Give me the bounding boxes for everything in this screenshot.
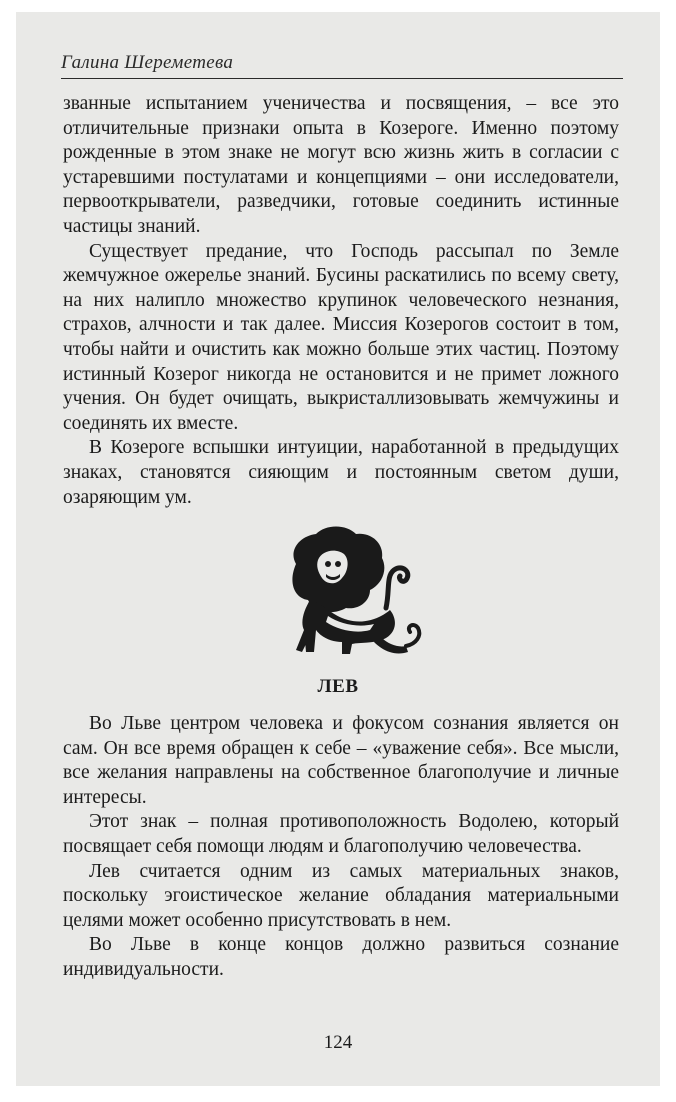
page-number: 124: [323, 1032, 353, 1053]
leo-sign-image: [266, 520, 436, 670]
leo-text: [63, 712, 619, 983]
leo-tail-curl: [406, 625, 419, 646]
running-head: Галина Шереметева: [61, 52, 234, 73]
paragraph: Во Льве центром человека и фокусом сознания является он сам. Он все время обращен к себе – «уважение себя». Все мысли, все желания направлены на собственное благополучие и личные интересы.: [63, 713, 619, 808]
book-page: [16, 12, 660, 1086]
paragraph: Во Льве в конце концов должно развиться сознание индивидуальности.: [63, 934, 619, 980]
header-rule: [61, 78, 623, 79]
paragraph: званные испытанием ученичества и посвящения, – все это отличительные признаки опыта в Козероге. Именно поэтому рожденные в этом знаке не могут всю жизнь жить в согласии с устаревшими постулатами и концепциями – они исследователи, первооткрыватели, разведчики, готовые соединить истинные частицы знаний.: [63, 93, 619, 237]
paragraph: Лев считается одним из самых материальных знаков, поскольку эгоистическое желание обладания материальными целями может особенно присутствовать в нем.: [63, 860, 619, 931]
leo-back-leg: [374, 634, 408, 654]
leo-eye: [335, 561, 341, 567]
paragraph: Существует предание, что Господь рассыпал по Земле жемчужное ожерелье знаний. Бусины раскатились по всему свету, на них налипло множество крупинок человеческого незнания, страхов, алчности и так далее. Миссия Козерогов состоит в том, чтобы найти и очистить как можно больше этих частиц. Поэтому истинный Козерог никогда не остановится и не примет ложного учения. Он будет очищать, выкристаллизовывать жемчужины и соединять их вместе.: [63, 240, 619, 434]
paragraph: В Козероге вспышки интуиции, наработанной в предыдущих знаках, становятся сияющим и постоянным светом души, озаряющим ум.: [63, 437, 619, 508]
capricorn-text: [63, 92, 619, 510]
leo-tail: [386, 568, 408, 608]
paragraph: Этот знак – полная противоположность Водолею, который посвящает себя помощи людям и благополучию человечества.: [63, 811, 619, 857]
leo-eye: [325, 561, 331, 567]
section-title-leo: ЛЕВ: [317, 676, 359, 697]
